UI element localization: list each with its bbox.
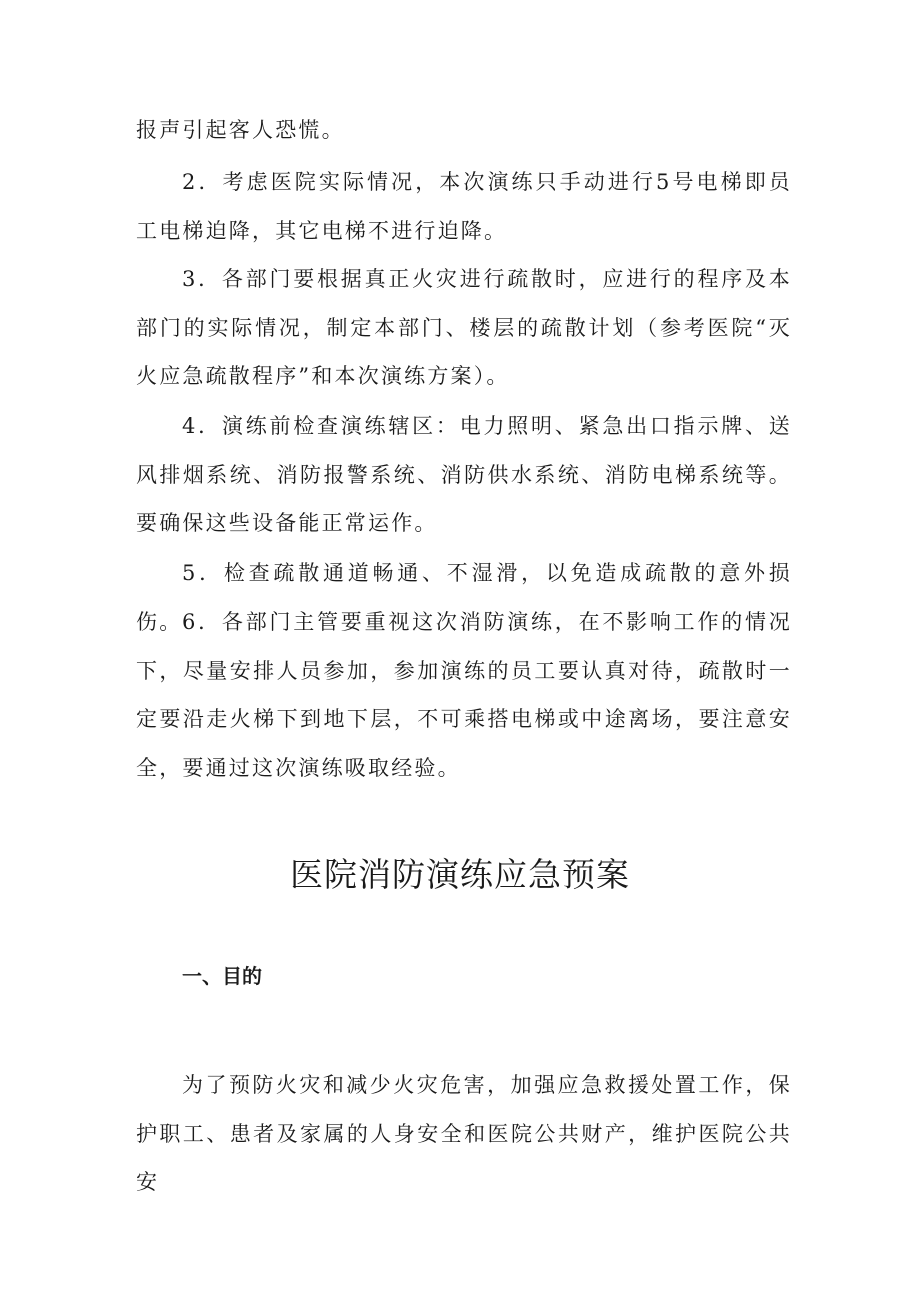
page-title: 医院消防演练应急预案 xyxy=(290,855,630,894)
paragraph-item-3: 3．各部门要根据真正火灾进行疏散时，应进行的程序及本部门的实际情况，制定本部门、楼层的疏散计划（参考医院“灭火应急疏散程序”和本次演练方案）。 xyxy=(136,267,792,388)
section-heading-purpose: 一、目的 xyxy=(182,964,262,988)
paragraph-purpose: 为了预防火灾和减少火灾危害，加强应急救援处置工作，保护职工、患者及家属的人身安全和医院公共财产，维护医院公共安 xyxy=(136,1073,792,1194)
paragraph-item-4: 4．演练前检查演练辖区：电力照明、紧急出口指示牌、送风排烟系统、消防报警系统、消防供水系统、消防电梯系统等。要确保这些设备能正常运作。 xyxy=(136,414,792,535)
paragraph-continued: 报声引起客人恐慌。 xyxy=(136,118,345,142)
paragraph-item-6: 6．各部门主管要重视这次消防演练，在不影响工作的情况下，尽量安排人员参加，参加演练的员工要认真对待，疏散时一定要沿走火梯下到地下层，不可乘搭电梯或中途离场，要注意安全，要通过这次演练吸取经验。 xyxy=(136,610,792,780)
paragraph-item-5: 5．检查疏散通道畅通、不湿滑，以免造成疏散的意外损伤。 xyxy=(136,561,792,634)
paragraph-item-2: 2．考虑医院实际情况，本次演练只手动进行5号电梯即员工电梯迫降，其它电梯不进行迫降。 xyxy=(136,170,792,243)
